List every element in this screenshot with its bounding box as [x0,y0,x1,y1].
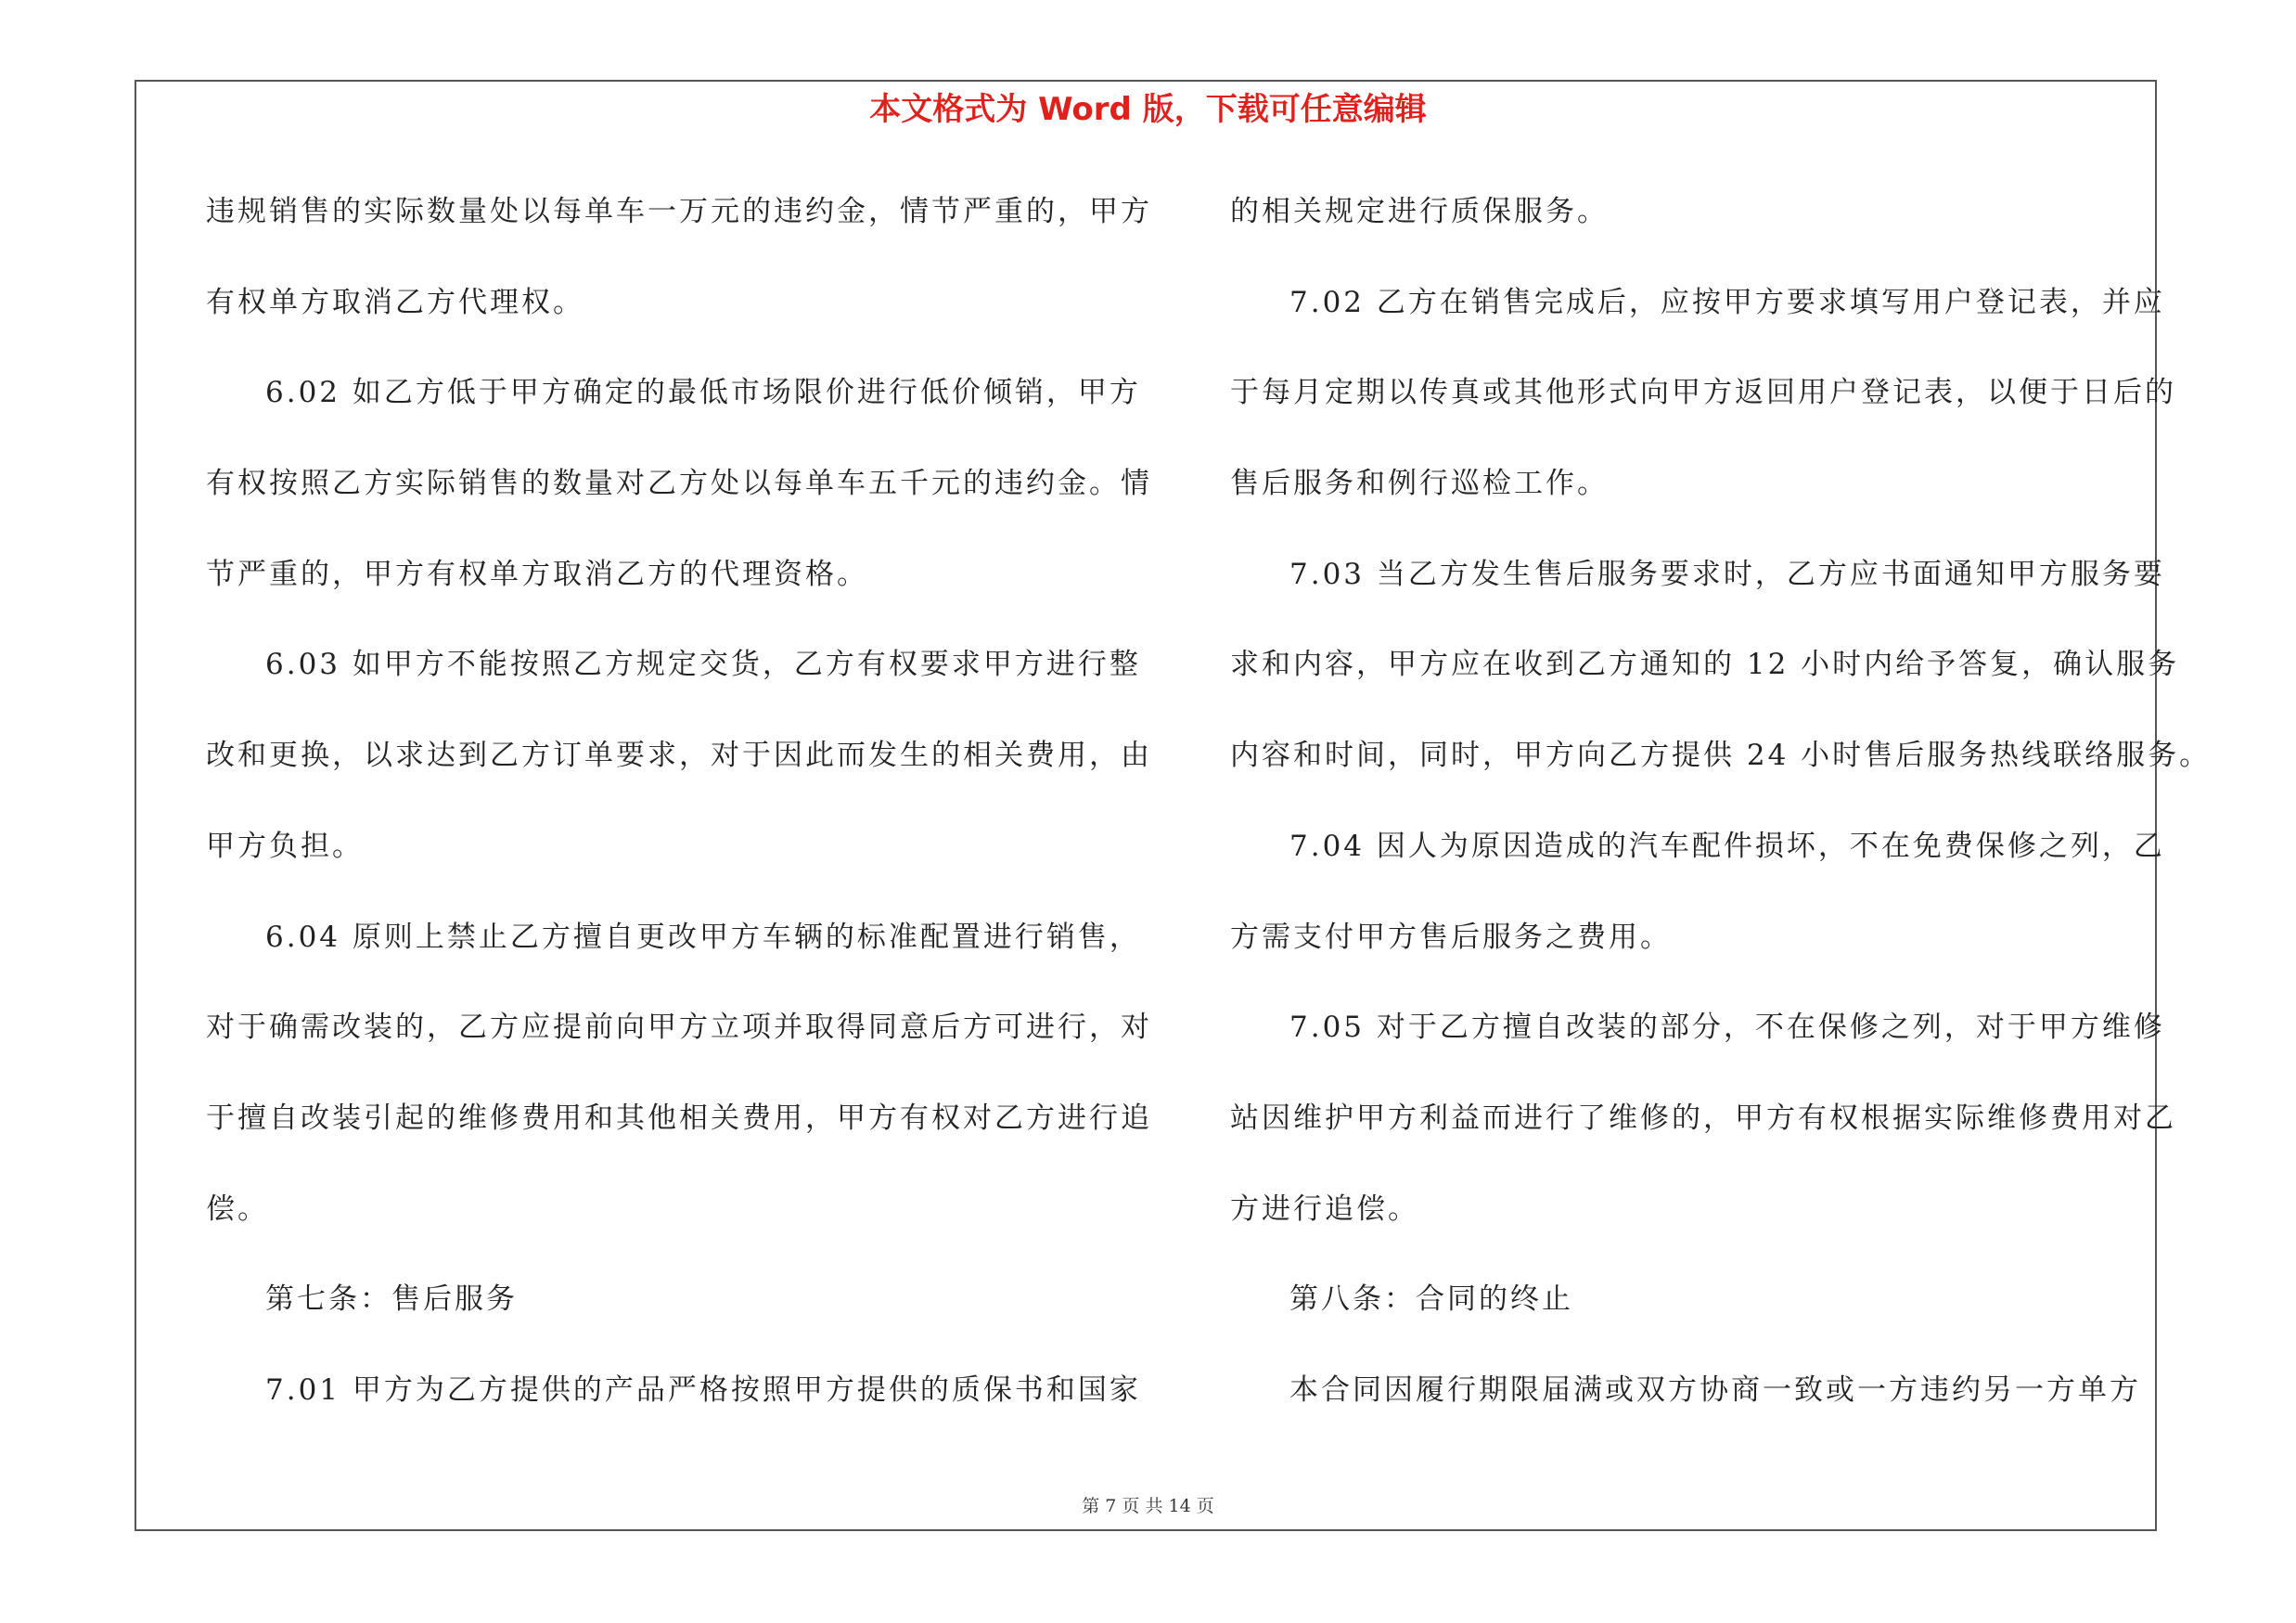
left-line-12: 偿。 [206,1191,269,1226]
section-heading-article-7: 第七条：售后服务 [265,1282,518,1317]
right-line-7: 内容和时间，同时，甲方向乙方提供 24 小时售后服务热线联络服务。 [1230,739,2212,773]
right-line-14: 本合同因履行期限届满或双方协商一致或一方违约另一方单方 [1289,1372,2141,1407]
left-line-7: 改和更换，以求达到乙方订单要求，对于因此而发生的相关费用，由 [206,739,1152,773]
left-line-1: 违规销售的实际数量处以每单车一万元的违约金，情节严重的，甲方 [206,195,1152,228]
left-line-14: 7.01 甲方为乙方提供的产品严格按照甲方提供的质保书和国家 [265,1372,1141,1407]
right-line-3: 于每月定期以传真或其他形式向甲方返回用户登记表，以便于日后的 [1230,376,2176,410]
left-column [206,186,1152,1455]
right-line-12: 方进行追偿。 [1230,1191,1419,1226]
word-format-banner: 本文格式为 Word 版，下载可任意编辑 [869,91,1427,128]
left-line-5: 节严重的，甲方有权单方取消乙方的代理资格。 [206,557,868,591]
right-line-11: 站因维护甲方利益而进行了维修的，甲方有权根据实际维修费用对乙 [1230,1101,2176,1135]
section-heading-article-8: 第八条：合同的终止 [1289,1282,1573,1317]
right-line-8: 7.04 因人为原因造成的汽车配件损坏，不在免费保修之列，乙 [1289,829,2165,863]
right-line-10: 7.05 对于乙方擅自改装的部分，不在保修之列，对于甲方维修 [1289,1011,2165,1045]
left-line-10: 对于确需改装的，乙方应提前向甲方立项并取得同意后方可进行，对 [206,1011,1152,1045]
left-line-8: 甲方负担。 [206,829,364,863]
left-line-6: 6.03 如甲方不能按照乙方规定交货，乙方有权要求甲方进行整 [265,648,1141,682]
right-line-6: 求和内容，甲方应在收到乙方通知的 12 小时内给予答复，确认服务 [1230,648,2180,682]
right-line-2: 7.02 乙方在销售完成后，应按甲方要求填写用户登记表，并应 [1289,285,2165,319]
page-number-footer: 第 7 页 共 14 页 [1082,1496,1214,1516]
left-line-9: 6.04 原则上禁止乙方擅自更改甲方车辆的标准配置进行销售， [265,920,1141,954]
left-line-2: 有权单方取消乙方代理权。 [206,285,584,319]
left-line-3: 6.02 如乙方低于甲方确定的最低市场限价进行低价倾销，甲方 [265,376,1141,410]
right-line-4: 售后服务和例行巡检工作。 [1230,467,1609,501]
left-line-11: 于擅自改装引起的维修费用和其他相关费用，甲方有权对乙方进行追 [206,1101,1152,1135]
right-column [1230,186,2212,1455]
right-line-5: 7.03 当乙方发生售后服务要求时，乙方应书面通知甲方服务要 [1289,557,2165,591]
left-line-4: 有权按照乙方实际销售的数量对乙方处以每单车五千元的违约金。情 [206,467,1152,501]
right-line-9: 方需支付甲方售后服务之费用。 [1230,920,1672,954]
right-line-1: 的相关规定进行质保服务。 [1230,195,1609,228]
